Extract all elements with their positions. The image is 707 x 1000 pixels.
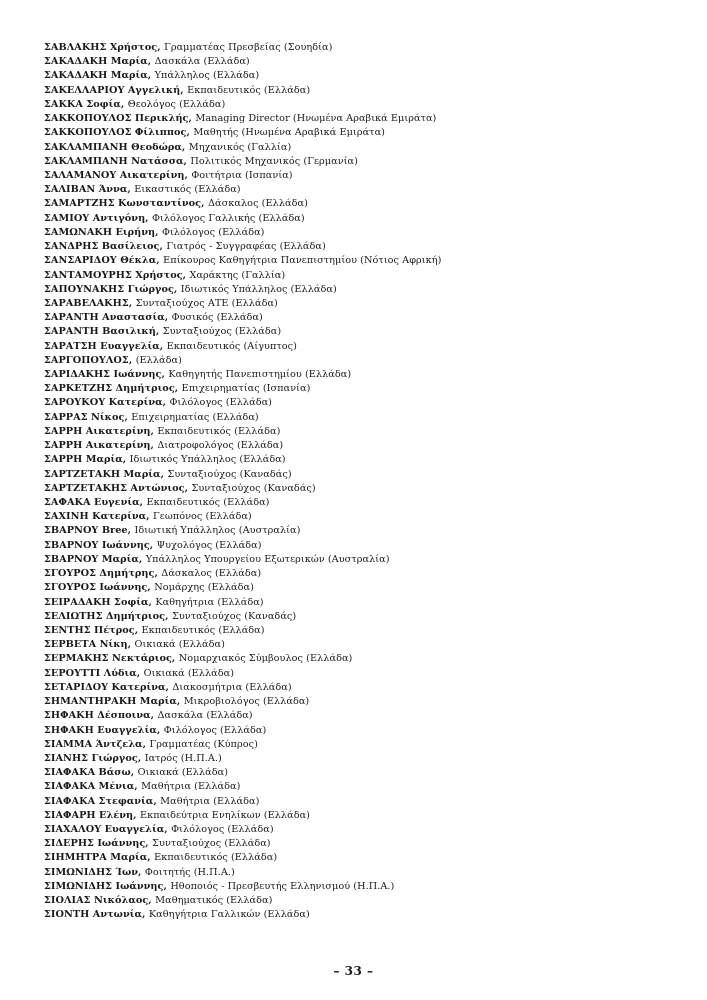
entry-details: Συνταξιούχος (Καναδάς) [171,610,297,622]
entry-separator: , [162,397,170,409]
list-item [44,894,684,908]
entry-separator: , [165,681,173,693]
entry-separator: , [165,610,172,622]
entry-name: ΣΓΟΥΡΟΣ Δημήτρης [44,568,155,580]
entry-details: Φιλόλογος (Ελλάδα) [171,824,274,836]
entry-details: Φιλόλογος (Ελλάδα) [161,226,265,238]
entry-name: ΣΑΜΑΡΤΖΗΣ Κωνσταντίνος [44,198,202,210]
list-item [44,155,684,169]
entry-details: Ιδιωτικός Υπάλληλος (Ελλάδα) [180,283,337,295]
entry-separator: , [147,852,155,864]
entry-name: ΣΑΡΡΑΣ Νίκος [44,411,125,423]
list-item [44,325,684,339]
entry-details: Managing Director (Ηνωμένα Αραβικά Εμιράτα) [195,113,437,125]
entry-name: ΣΑΠΟΥΝΑΚΗΣ Γιώργος [44,283,174,295]
list-item [44,84,684,98]
entry-separator: , [120,98,128,110]
entry-name: ΣΑΧΙΝΗ Κατερίνα [44,511,147,523]
entry-details: Μικροβιολόγος (Ελλάδα) [183,696,310,708]
entry-details: Επιχειρηματίας (Ισπανία) [181,383,311,395]
entry-name: ΣΑΦΑΚΑ Ευγενία [44,497,140,508]
entry-separator: , [148,596,156,608]
entry-name: ΣΑΝΣΑΡΙΔΟΥ Θέκλα [44,255,157,267]
entry-name: ΣΗΦΑΚΗ Ευαγγελία [44,724,157,736]
list-item [44,340,684,354]
entry-name: ΣΗΜΑΝΤΗΡΑΚΗ Μαρία [44,696,177,708]
entry-details: Ηθοποιός - Πρεσβευτής Ελληνισμού (Η.Π.Α.) [170,880,395,892]
entry-details: Συνταξιούχος (Καναδάς) [167,468,292,480]
list-item [44,269,684,283]
entry-name: ΣΑΚΑΔΑΚΗ Μαρία [44,56,148,68]
entry-separator: , [133,809,141,821]
list-item [44,780,684,794]
entry-separator: , [130,767,138,779]
entry-separator: , [147,56,155,68]
entry-name: ΣΑΚΑΔΑΚΗ Μαρία [44,70,148,82]
entry-name: ΣΙΑΦΑΡΗ Ελένη [44,809,134,821]
list-item [44,524,684,538]
entry-name: ΣΑΡΡΗ Αικατερίνη [44,440,151,452]
entry-details: Οικιακά (Ελλάδα) [134,639,225,651]
entry-details: Διατροφολόγος (Ελλάδα) [157,440,284,452]
entry-details: Εκπαιδευτικός (Ελλάδα) [187,84,311,96]
entry-name: ΣΒΑΡΝΟΥ Μαρία [44,553,139,565]
entry-name: ΣΑΜΙΟΥ Αντιγόνη [44,212,146,224]
entry-name: ΣΕΤΑΡΙΔΟΥ Κατερίνα [44,681,166,693]
entry-separator: , [147,582,155,594]
list-item [44,368,684,382]
entry-name: ΣΗΦΑΚΗ Δέσποινα [44,710,151,722]
entry-details: Μαθήτρια (Ελλάδα) [141,781,241,793]
entry-name: ΣΕΡΜΑΚΗΣ Νεκτάριος [44,653,172,665]
entry-separator: , [136,667,144,679]
entry-separator: , [159,340,167,352]
list-item [44,596,684,610]
entry-details: Εκπαιδευτικός (Ελλάδα) [157,425,281,437]
list-item [44,55,684,69]
entry-details: Μαθήτρια (Ελλάδα) [160,795,260,807]
entry-details: Οικιακά (Ελλάδα) [137,767,229,779]
list-item [44,439,684,453]
entry-separator: , [149,539,157,551]
list-item [44,496,684,510]
entry-name: ΣΑΡΑΒΕΛΑΚΗΣ [44,297,129,309]
entry-details: Διακοσμήτρια (Ελλάδα) [172,681,292,693]
entry-name: ΣΑΡΡΗ Μαρία [44,454,123,466]
entry-name: ΣΑΒΛΑΚΗΣ Χρήστος [44,42,158,53]
entry-name: ΣΕΡΒΕΤΑ Νίκη [44,639,128,651]
list-item [44,539,684,553]
list-item [44,851,684,865]
entry-name: ΣΑΚΛΑΜΠΑΝΗ Νατάσσα [44,155,184,167]
entry-name: ΣΑΡΑΝΤΗ Βασιλική [44,326,156,338]
entry-name: ΣΒΑΡΝΟΥ Ιωάννης [44,539,150,551]
entry-separator: , [150,440,158,452]
entry-separator: , [145,838,153,850]
entry-details: Εκπαιδεύτρια Ενηλίκων (Ελλάδα) [140,809,311,821]
entry-separator: , [164,824,172,836]
entry-name: ΣΑΡΡΗ Αικατερίνη [44,425,151,437]
list-item [44,795,684,809]
entry-name: ΣΙΑΦΑΚΑ Μένια [44,781,135,793]
list-item [44,809,684,823]
entry-name: ΣΑΚΚΑ Σοφία [44,98,121,110]
entry-details: Δασκάλα (Ελλάδα) [154,56,250,68]
entry-details: Φιλόλογος Γαλλικής (Ελλάδα) [152,212,305,224]
list-item [44,468,684,482]
entry-separator: , [128,354,136,366]
list-item [44,197,684,211]
entry-details: Φιλόλογος (Ελλάδα) [169,397,272,409]
entry-name: ΣΙΟΝΤΗ Αντωνία [44,909,142,921]
entry-details: Νομαρχιακός Σύμβουλος (Ελλάδα) [178,653,353,665]
page-number: – 33 – [333,964,374,978]
entry-name: ΣΑΝΤΑΜΟΥΡΗΣ Χρήστος [44,269,183,281]
list-item [44,652,684,666]
entry-separator: , [154,568,162,580]
entry-name: ΣΕΛΙΩΤΗΣ Δημήτριος [44,610,166,622]
entry-separator: , [182,269,190,281]
entry-details: Εκπαιδευτικός (Ελλάδα) [146,497,270,508]
list-item [44,183,684,197]
list-item [44,823,684,837]
entry-separator: , [128,297,136,309]
list-item [44,581,684,595]
entry-separator: , [171,653,179,665]
entry-name: ΣΑΛΑΜΑΝΟΥ Αικατερίνη [44,169,185,181]
entry-details: Μαθηματικός (Ελλάδα) [155,895,273,907]
entry-separator: , [161,369,169,381]
entry-details: Συνταξιούχος ΑΤΕ (Ελλάδα) [135,297,278,309]
entry-name: ΣΑΡΑΤΣΗ Ευαγγελία [44,340,160,352]
entry-details: Εκπαιδευτικός (Αίγυπτος) [166,340,297,352]
entry-name: ΣΑΚΛΑΜΠΑΝΗ Θεοδώρα [44,141,182,153]
list-item [44,98,684,112]
entry-name: ΣΙΟΛΙΑΣ Νικόλαος [44,895,149,907]
list-item [44,112,684,126]
entry-name: ΣΙΑΜΜΑ Άντζελα [44,738,143,750]
entry-separator: , [164,312,172,324]
list-item [44,510,684,524]
entry-details: Γραμματέας Πρεσβείας (Σουηδία) [164,42,333,53]
entry-details: Καθηγητής Πανεπιστημίου (Ελλάδα) [168,369,352,381]
list-item [44,837,684,851]
entry-separator: , [122,454,130,466]
entry-details: Μαθητής (Ηνωμένα Αραβικά Εμιράτα) [193,127,385,139]
entry-separator: , [134,781,142,793]
entry-details: Ψυχολόγος (Ελλάδα) [156,539,262,551]
entry-details: Επιχειρηματίας (Ελλάδα) [131,411,259,423]
entry-separator: , [184,169,192,181]
list-item [44,482,684,496]
entry-separator: , [127,639,135,651]
entry-separator: , [180,84,188,96]
list-item [44,240,684,254]
list-item [44,254,684,268]
entry-separator: , [148,895,156,907]
list-item [44,880,684,894]
entry-details: Μηχανικός (Γαλλία) [188,141,292,153]
entry-separator: , [181,141,189,153]
entry-details: Γιατρός - Συγγραφέας (Ελλάδα) [166,241,326,253]
entry-separator: , [176,696,184,708]
entry-details: Φιλόλογος (Ελλάδα) [163,724,267,736]
list-item [44,866,684,880]
entry-separator: , [138,866,145,878]
entry-separator: , [147,70,155,82]
entry-details: Φυσικός (Ελλάδα) [171,312,263,324]
entry-details: Γραμματέας (Κύπρος) [149,738,258,750]
list-item [44,453,684,467]
name-list [44,41,684,923]
entry-details: Φοιτητής (Η.Π.Α.) [144,866,235,878]
entry-details: Ιδιωτική Υπάλληλος (Αυστραλία) [134,525,301,537]
list-item [44,709,684,723]
list-item [44,667,684,681]
entry-name: ΣΑΝΔΡΗΣ Βασίλειος [44,241,160,253]
entry-name: ΣΙΔΕΡΗΣ Ιωάννης [44,838,146,850]
entry-name: ΣΙΑΦΑΚΑ Στεφανία [44,795,154,807]
entry-details: Οικιακά (Ελλάδα) [143,667,235,679]
list-item [44,297,684,311]
entry-separator: , [155,326,163,338]
list-item [44,553,684,567]
entry-separator: , [163,880,171,892]
list-item [44,766,684,780]
list-item [44,695,684,709]
entry-details: Επίκουρος Καθηγήτρια Πανεπιστημίου (Νότιος Αφρική) [163,255,442,267]
list-item [44,624,684,638]
entry-name: ΣΑΜΩΝΑΚΗ Ειρήνη [44,226,156,238]
entry-details: Θεολόγος (Ελλάδα) [127,98,226,110]
entry-separator: , [145,212,153,224]
list-item [44,311,684,325]
entry-name: ΣΑΚΕΛΛΑΡΙΟΥ Αγγελική [44,84,181,96]
entry-details: Συνταξιούχος (Ελλάδα) [152,838,271,850]
entry-separator: , [174,383,182,395]
entry-separator: , [157,42,165,53]
entry-separator: , [127,525,135,537]
entry-name: ΣΕΡΟΥΤΤΙ Λύδια [44,667,137,679]
entry-separator: , [146,511,153,523]
entry-name: ΣΑΡΚΕΤΖΗΣ Δημήτριος [44,383,175,395]
entry-details: Φοιτήτρια (Ισπανία) [191,169,293,181]
entry-name: ΣΙΑΧΑΛΟΥ Ευαγγελία [44,824,165,836]
entry-details: (Ελλάδα) [135,354,182,366]
entry-separator: , [159,241,167,253]
list-item [44,382,684,396]
list-item [44,396,684,410]
entry-name: ΣΒΑΡΝΟΥ Bree [44,525,128,537]
list-item [44,126,684,140]
list-item [44,69,684,83]
entry-separator: , [153,795,161,807]
entry-name: ΣΑΚΚΟΠΟΥΛΟΣ Περικλής [44,113,189,125]
entry-separator: , [155,226,162,238]
entry-details: Νομάρχης (Ελλάδα) [154,582,254,594]
entry-details: Υπάλληλος Υπουργείου Εξωτερικών (Αυστραλία) [145,553,390,565]
list-item [44,638,684,652]
list-item [44,738,684,752]
list-item [44,141,684,155]
entry-details: Ιδιωτικός Υπάλληλος (Ελλάδα) [129,454,286,466]
list-item [44,724,684,738]
entry-details: Δασκάλα (Ελλάδα) [157,710,253,722]
entry-separator: , [156,724,164,736]
entry-name: ΣΑΛΙΒΑΝ Άννα [44,184,128,196]
entry-name: ΣΑΡΑΝΤΗ Αναστασία [44,312,165,324]
list-item [44,212,684,226]
entry-details: Δάσκαλος (Ελλάδα) [208,198,308,210]
entry-separator: , [184,482,192,494]
entry-separator: , [142,738,150,750]
entry-details: Συνταξιούχος (Ελλάδα) [162,326,282,338]
entry-details: Πολιτικός Μηχανικός (Γερμανία) [190,155,358,167]
entry-separator: , [127,184,135,196]
entry-name: ΣΑΡΤΖΕΤΑΚΗ Μαρία [44,468,161,480]
list-item [44,752,684,766]
entry-details: Καθηγήτρια (Ελλάδα) [155,596,264,608]
entry-separator: , [139,497,147,508]
list-item [44,169,684,183]
list-item [44,567,684,581]
entry-name: ΣΙΑΝΗΣ Γιώργος [44,752,138,764]
entry-name: ΣΑΡΤΖΕΤΑΚΗΣ Αντώνιος [44,482,185,494]
entry-name: ΣΑΡΓΟΠΟΥΛΟΣ [44,354,129,366]
entry-separator: , [141,909,149,921]
entry-separator: , [160,468,168,480]
list-item [44,681,684,695]
entry-separator: , [183,155,191,167]
entry-separator: , [150,710,158,722]
entry-details: Εκπαιδευτικός (Ελλάδα) [141,624,265,636]
entry-name: ΣΙΜΩΝΙΔΗΣ Ιωάννης [44,880,164,892]
entry-separator: , [186,127,194,139]
list-item [44,354,684,368]
entry-details: Υπάλληλος (Ελλάδα) [154,70,260,82]
list-item [44,283,684,297]
list-item [44,908,684,922]
entry-details: Χαράκτης (Γαλλία) [189,269,286,281]
entry-separator: , [150,425,158,437]
entry-separator: , [188,113,196,125]
entry-name: ΣΑΡΙΔΑΚΗΣ Ιωάννης [44,369,162,381]
entry-name: ΣΙΗΜΗΤΡΑ Μαρία [44,852,148,864]
entry-details: Συνταξιούχος (Καναδάς) [191,482,316,494]
list-item [44,411,684,425]
list-item [44,226,684,240]
entry-separator: , [134,624,142,636]
entry-name: ΣΙΑΦΑΚΑ Βάσω [44,767,131,779]
entry-details: Εικαστικός (Ελλάδα) [134,184,241,196]
entry-details: Ιατρός (Η.Π.Α.) [144,752,222,764]
entry-separator: , [124,411,132,423]
entry-name: ΣΕΝΤΗΣ Πέτρος [44,624,135,636]
entry-name: ΣΙΜΩΝΙΔΗΣ Ίων [44,866,139,878]
entry-name: ΣΑΡΟΥΚΟΥ Κατερίνα [44,397,163,409]
entry-separator: , [173,283,181,295]
entry-separator: , [138,553,146,565]
entry-details: Εκπαιδευτικός (Ελλάδα) [154,852,278,864]
entry-name: ΣΑΚΚΟΠΟΥΛΟΣ Φίλιππος [44,127,187,139]
entry-name: ΣΓΟΥΡΟΣ Ιωάννης [44,582,148,594]
list-item [44,425,684,439]
entry-separator: , [156,255,164,267]
list-item [44,41,684,55]
entry-details: Καθηγήτρια Γαλλικών (Ελλάδα) [148,909,310,921]
entry-details: Γεωπόνος (Ελλάδα) [153,511,252,523]
entry-details: Δάσκαλος (Ελλάδα) [161,568,262,580]
entry-name: ΣΕΙΡΑΔΑΚΗ Σοφία [44,596,149,608]
list-item [44,610,684,624]
entry-separator: , [201,198,208,210]
entry-separator: , [137,752,145,764]
